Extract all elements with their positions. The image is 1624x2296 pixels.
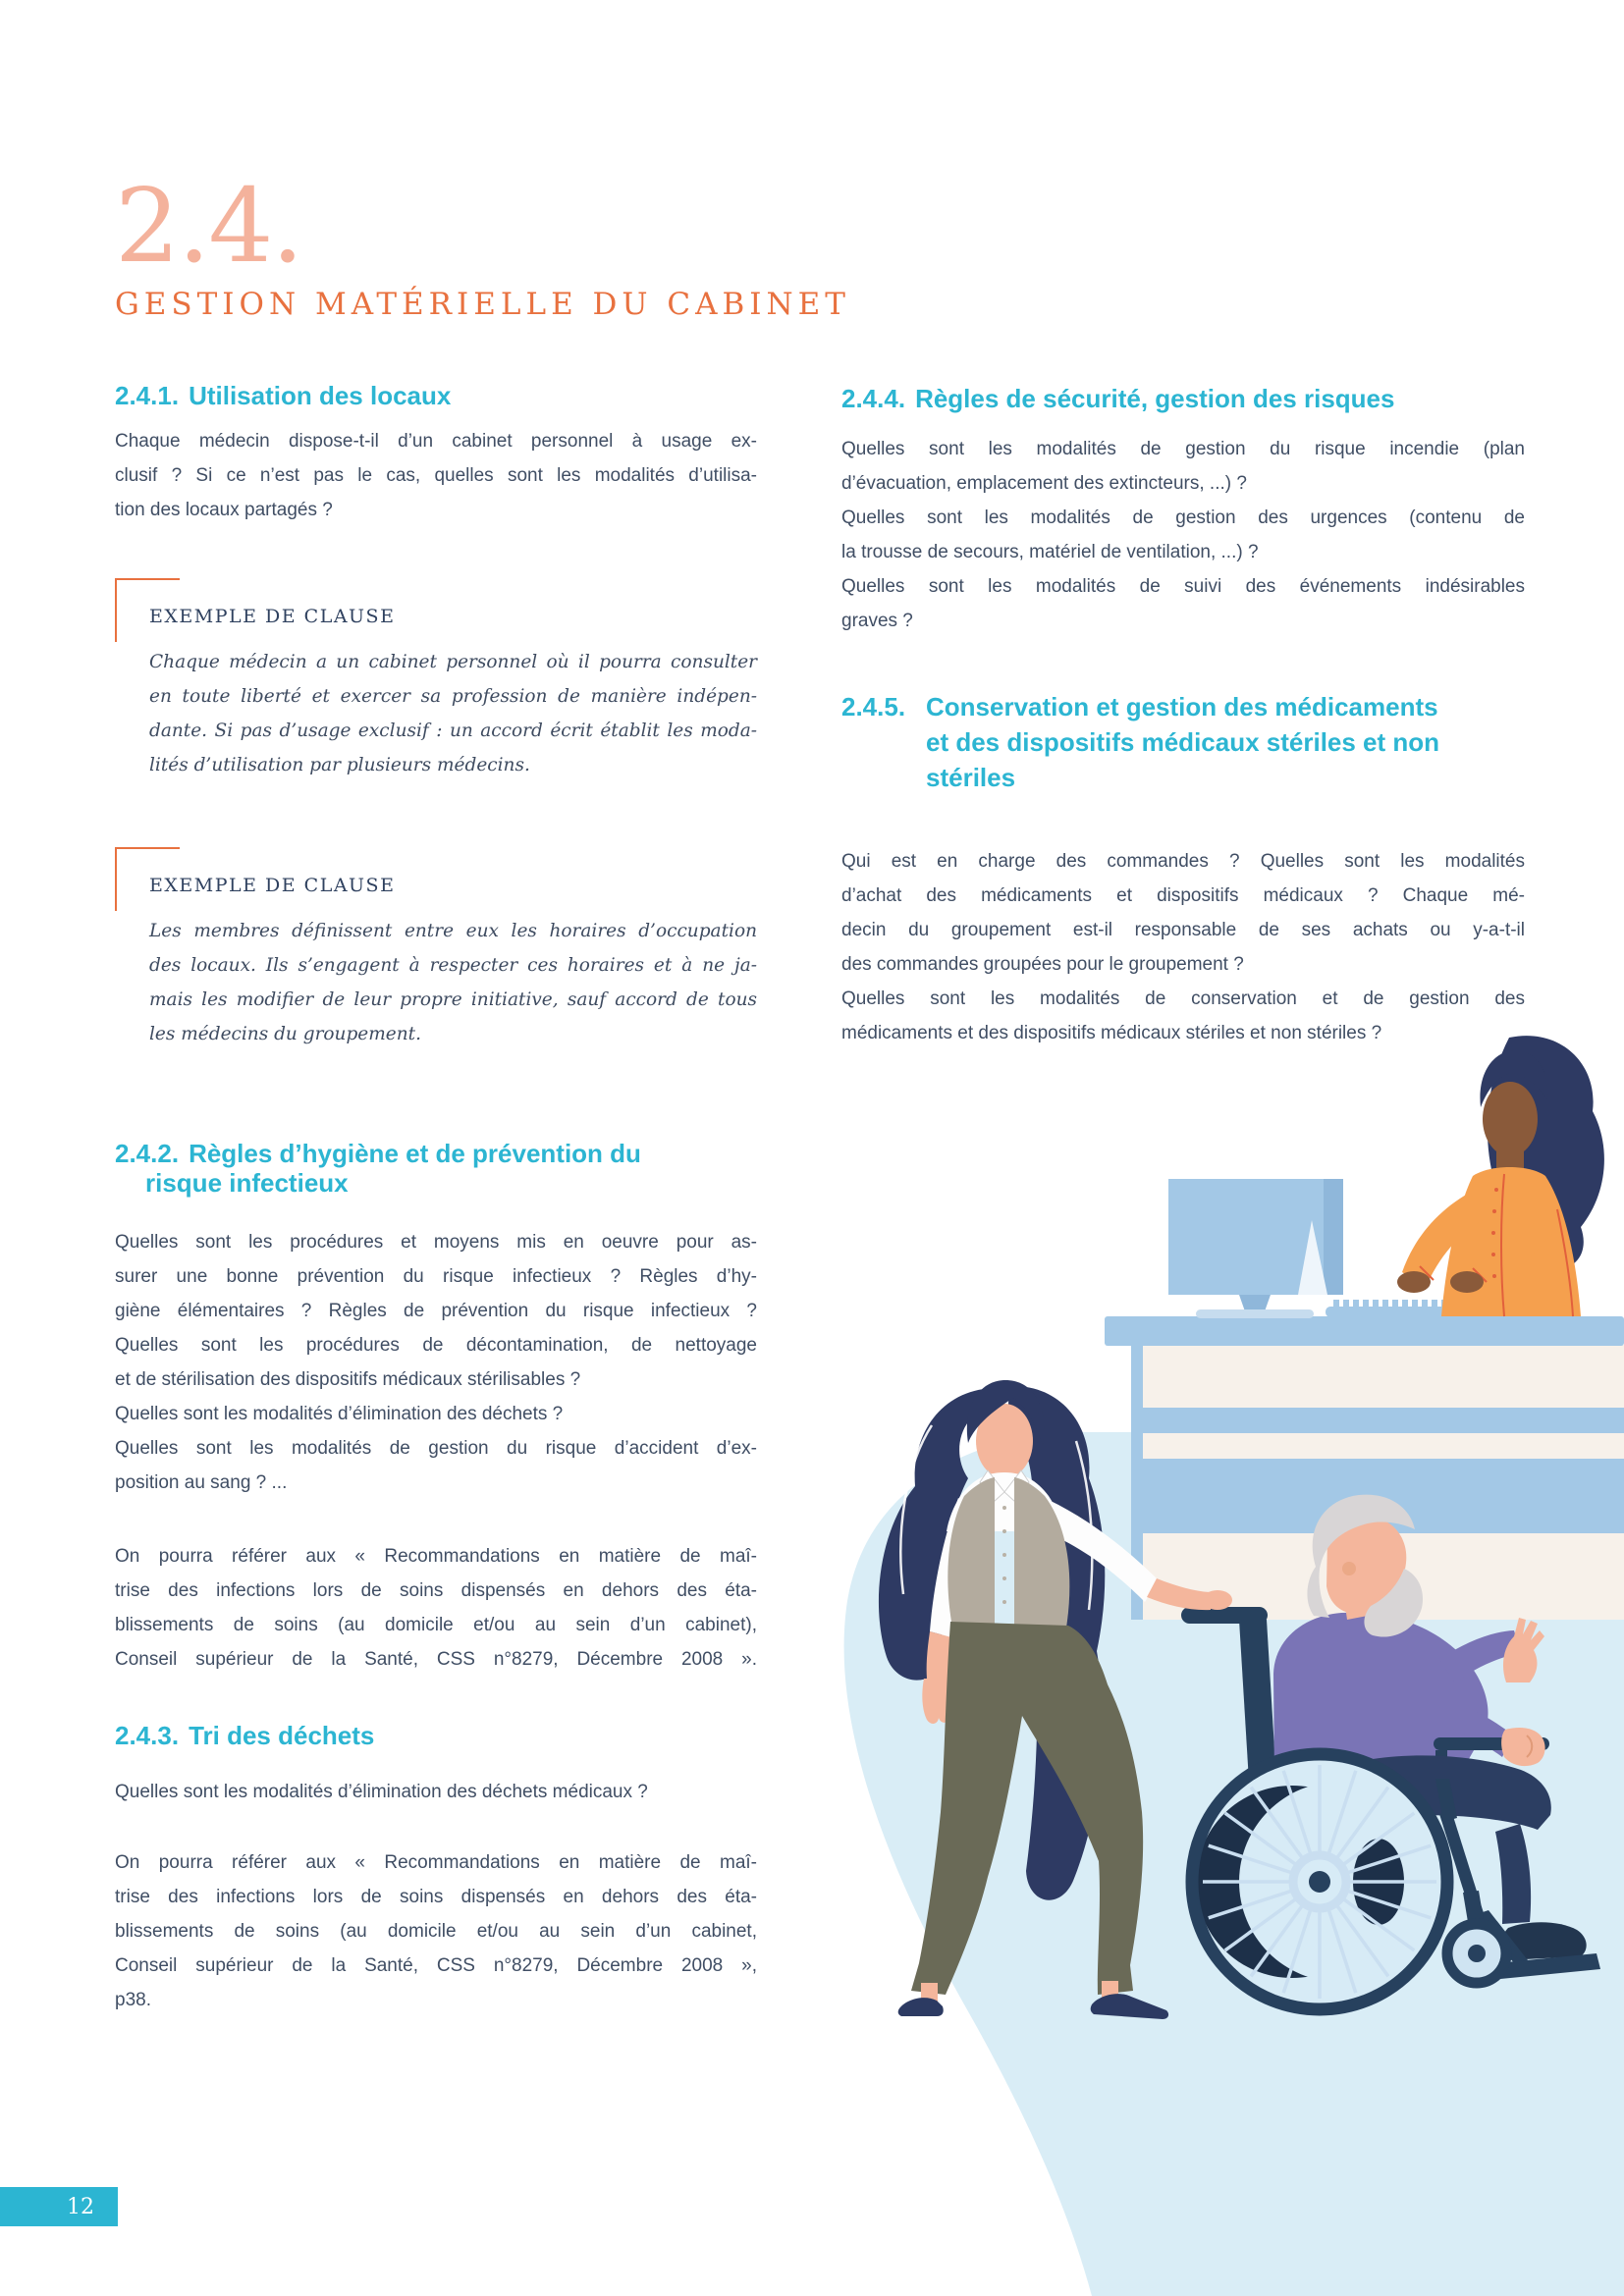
reception-desk — [1105, 1316, 1624, 1620]
patient-legs — [1373, 1755, 1551, 1830]
clause-example-2 — [115, 847, 757, 1051]
patient-raised-hand — [1503, 1618, 1544, 1682]
section-2-4-1-body: Chaque médecin dispose-t-il d’un cabinet personnel à usage ex- clusif ? Si ce n’est pas le cas, quelles sont les modalités d’utilisa- tion des locaux partagés ? — [115, 431, 757, 520]
chapter-header — [115, 166, 850, 322]
patient-hair — [1307, 1495, 1415, 1618]
chapter-title: GESTION MATÉRIELLE DU CABINET — [115, 287, 850, 322]
keyboard — [1326, 1304, 1497, 1317]
caregiver-hair — [879, 1388, 998, 1681]
section-heading-2-4-1 — [115, 381, 757, 410]
receptionist-face — [1483, 1082, 1538, 1156]
caregiver-face — [976, 1404, 1033, 1478]
left-column — [115, 381, 757, 2017]
page-number: 12 — [67, 2194, 94, 2219]
corner-bracket-icon — [115, 578, 180, 642]
receptionist-hand — [1450, 1271, 1484, 1293]
clause-label: EXEMPLE DE CLAUSE — [149, 606, 396, 627]
section-2-4-3-body: Quelles sont les modalités d’élimination des déchets médicaux ? — [115, 1782, 648, 1802]
caregiver-hand — [1203, 1590, 1232, 1610]
section-heading-2-4-3 — [115, 1721, 757, 1750]
section-heading-2-4-5 — [841, 689, 1525, 795]
patient-shoe — [1502, 1922, 1587, 1960]
wheel-spokes — [1203, 1765, 1436, 1999]
clause-example-1 — [115, 578, 757, 782]
wheelchair-handle — [1181, 1607, 1276, 1782]
section-number: 2.4.1. — [115, 381, 180, 410]
corner-bracket-icon — [115, 847, 180, 911]
section-2-4-2-reference: On pourra référer aux « Recommandations en matière de maî- trise des infections lors de soins dispensés en dehors des éta- blissements de soins (au domicile et/ou au sein d’un cabinet), Conseil supérieur de la Santé, CSS n°8279, Décembre 2008 ». — [115, 1546, 757, 1670]
section-2-4-2-body: Quelles sont les procédures et moyens mis en oeuvre pour as- surer une bonne prévention du risque infectieux ? Règles d’hy- giène élémentaires ? Règles de prévention du risque infectieux ? Quelles sont les procédures de décontamination, de nettoyage et de stérilisation des dispositifs médicaux stérilisables ? Quelles sont les modalités d’élimination des déchets ? Quelles sont les modalités de gestion du risque d’accident d’ex- position au sang ? ... — [115, 1232, 757, 1493]
clause-label: EXEMPLE DE CLAUSE — [149, 875, 396, 896]
section-2-4-4-body: Quelles sont les modalités de gestion du risque incendie (plan d’évacuation, emplacement des extincteurs, ...) ? Quelles sont les modalités de gestion des urgences (contenu de la trousse de secours, matériel de ventilation, ...) ? Quelles sont les modalités de suivi des événements indésirables graves ? — [841, 439, 1525, 631]
section-title: Utilisation des locaux — [189, 381, 452, 410]
section-number: 2.4.4. — [841, 384, 906, 413]
right-column — [841, 381, 1525, 1050]
section-title-line2: risque infectieux — [145, 1168, 349, 1198]
section-title: Conservation et gestion des médicaments et des dispositifs médicaux stériles et non stériles — [926, 692, 1440, 792]
page-number-badge — [0, 2187, 118, 2226]
caregiver-hair — [1007, 1386, 1105, 1900]
patient-face — [1326, 1517, 1406, 1614]
receptionist — [1397, 1036, 1604, 1316]
section-title: Règles de sécurité, gestion des risques — [915, 384, 1395, 413]
wheelchair-footrest — [1496, 1953, 1600, 1979]
section-2-4-5-body: Qui est en charge des commandes ? Quelles sont les modalités d’achat des médicaments et dispositifs médicaux ? Chaque mé- decin du groupement est-il responsable de ses achats ou y-a-t-il des commandes groupées pour le groupement ? Quelles sont les modalités de conservation et de gestion des médicaments et des dispositifs médicaux stériles et non stériles ? — [841, 851, 1525, 1043]
patient-hand — [1501, 1728, 1544, 1766]
section-number: 2.4.5. — [841, 692, 906, 721]
receptionist-hand — [1397, 1271, 1431, 1293]
receptionist-jacket — [1441, 1167, 1581, 1316]
chapter-number: 2.4. — [115, 166, 302, 286]
caregiver-shirt — [947, 1472, 1062, 1531]
clause-text: Chaque médecin a un cabinet personnel où il pourra consulter en toute liberté et exercer sa profession de manière indépen- dante. Si pas d’usage exclusif : un accord écrit établit les moda- lités d’utilisation par plusieurs médecins. — [149, 652, 757, 775]
caregiver-hand — [922, 1679, 959, 1724]
caregiver-shoe — [898, 1998, 944, 2016]
wheel-tire — [1192, 1754, 1447, 2009]
patient-torso — [1273, 1613, 1489, 1782]
section-number: 2.4.3. — [115, 1721, 180, 1750]
caregiver-vest — [1014, 1477, 1069, 1631]
caster-wheel — [1447, 1924, 1506, 1983]
section-title: Tri des déchets — [189, 1721, 375, 1750]
patient-beard — [1364, 1569, 1423, 1637]
caregiver-pants — [911, 1622, 1143, 1995]
section-number: 2.4.2. — [115, 1139, 180, 1168]
background-blob — [844, 1432, 1624, 2296]
section-heading-2-4-2 — [115, 1139, 757, 1198]
receptionist-hair — [1488, 1036, 1604, 1269]
caregiver-woman — [879, 1380, 1232, 2019]
section-2-4-3-reference: On pourra référer aux « Recommandations en matière de maî- trise des infections lors de soins dispensés en dehors des éta- blissements de soins (au domicile et/ou au sein d’un cabinet, Conseil supérieur de la Santé, CSS n°8279, Décembre 2008 », p38. — [115, 1852, 757, 2010]
wheelchair — [1192, 1754, 1506, 2009]
clause-text: Les membres définissent entre eux les horaires d’occupation des locaux. Ils s’engagent à respecter ces horaires et à ne ja- mais les modifier de leur propre initiative, sauf accord de tous les médecins du groupement. — [149, 921, 757, 1044]
elderly-patient — [1265, 1495, 1600, 1979]
section-heading-2-4-4 — [841, 384, 1525, 413]
caregiver-vest — [947, 1477, 995, 1631]
computer-monitor — [1168, 1179, 1343, 1318]
section-title: Règles d’hygiène et de prévention du — [189, 1139, 641, 1168]
caregiver-shoe — [1091, 1994, 1168, 2019]
wheelchair-armrest — [1434, 1737, 1549, 1750]
